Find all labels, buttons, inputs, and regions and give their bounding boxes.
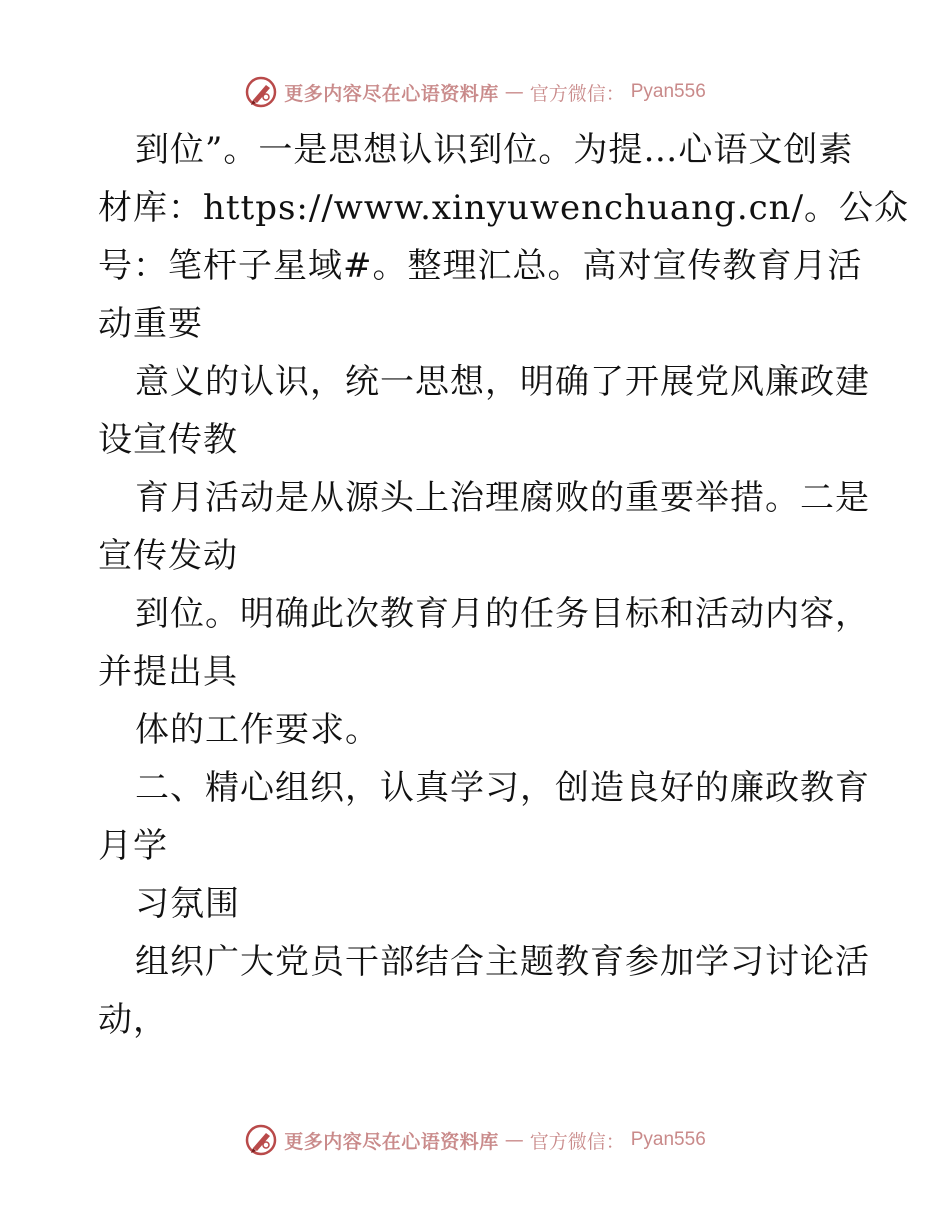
pen-logo-icon bbox=[244, 1123, 278, 1157]
body-line: 动， bbox=[98, 1000, 168, 1040]
banner-wechat-label: 官方微信： bbox=[529, 82, 625, 105]
banner-separator: — bbox=[504, 1129, 524, 1151]
body-line: 到位。明确此次教育月的任务目标和活动内容， bbox=[135, 594, 870, 634]
banner-wechat-label: 官方微信： bbox=[529, 1130, 625, 1153]
body-line: 到位”。一是思想认识到位。为提…心语文创素 bbox=[135, 130, 854, 170]
pen-logo-icon bbox=[244, 75, 278, 109]
banner-wechat-id: Pyan556 bbox=[630, 81, 706, 102]
body-line: 宣传发动 bbox=[98, 536, 238, 576]
body-line: 材库：https://www.xinyuwenchuang.cn/。公众 bbox=[98, 188, 910, 228]
banner-separator: — bbox=[504, 81, 524, 103]
header-watermark-banner bbox=[0, 72, 950, 112]
banner-wechat-id: Pyan556 bbox=[630, 1129, 706, 1150]
body-line: 动重要 bbox=[98, 304, 203, 344]
banner-main-text: 更多内容尽在心语资料库 bbox=[284, 1130, 499, 1153]
footer-watermark-banner bbox=[0, 1120, 950, 1160]
body-line: 组织广大党员干部结合主题教育参加学习讨论活 bbox=[135, 942, 870, 982]
body-line: 并提出具 bbox=[98, 652, 238, 692]
body-line: 习氛围 bbox=[135, 884, 240, 924]
body-line: 体的工作要求。 bbox=[135, 710, 380, 750]
body-line: 月学 bbox=[98, 826, 168, 866]
body-line: 设宣传教 bbox=[98, 420, 238, 460]
document-body bbox=[98, 121, 910, 1049]
body-line: 意义的认识，统一思想，明确了开展党风廉政建 bbox=[135, 362, 870, 402]
body-line: 号：笔杆子星域#。整理汇总。高对宣传教育月活 bbox=[98, 246, 863, 286]
banner-main-text: 更多内容尽在心语资料库 bbox=[284, 82, 499, 105]
body-line: 二、精心组织，认真学习，创造良好的廉政教育 bbox=[135, 768, 870, 808]
body-line: 育月活动是从源头上治理腐败的重要举措。二是 bbox=[135, 478, 870, 518]
